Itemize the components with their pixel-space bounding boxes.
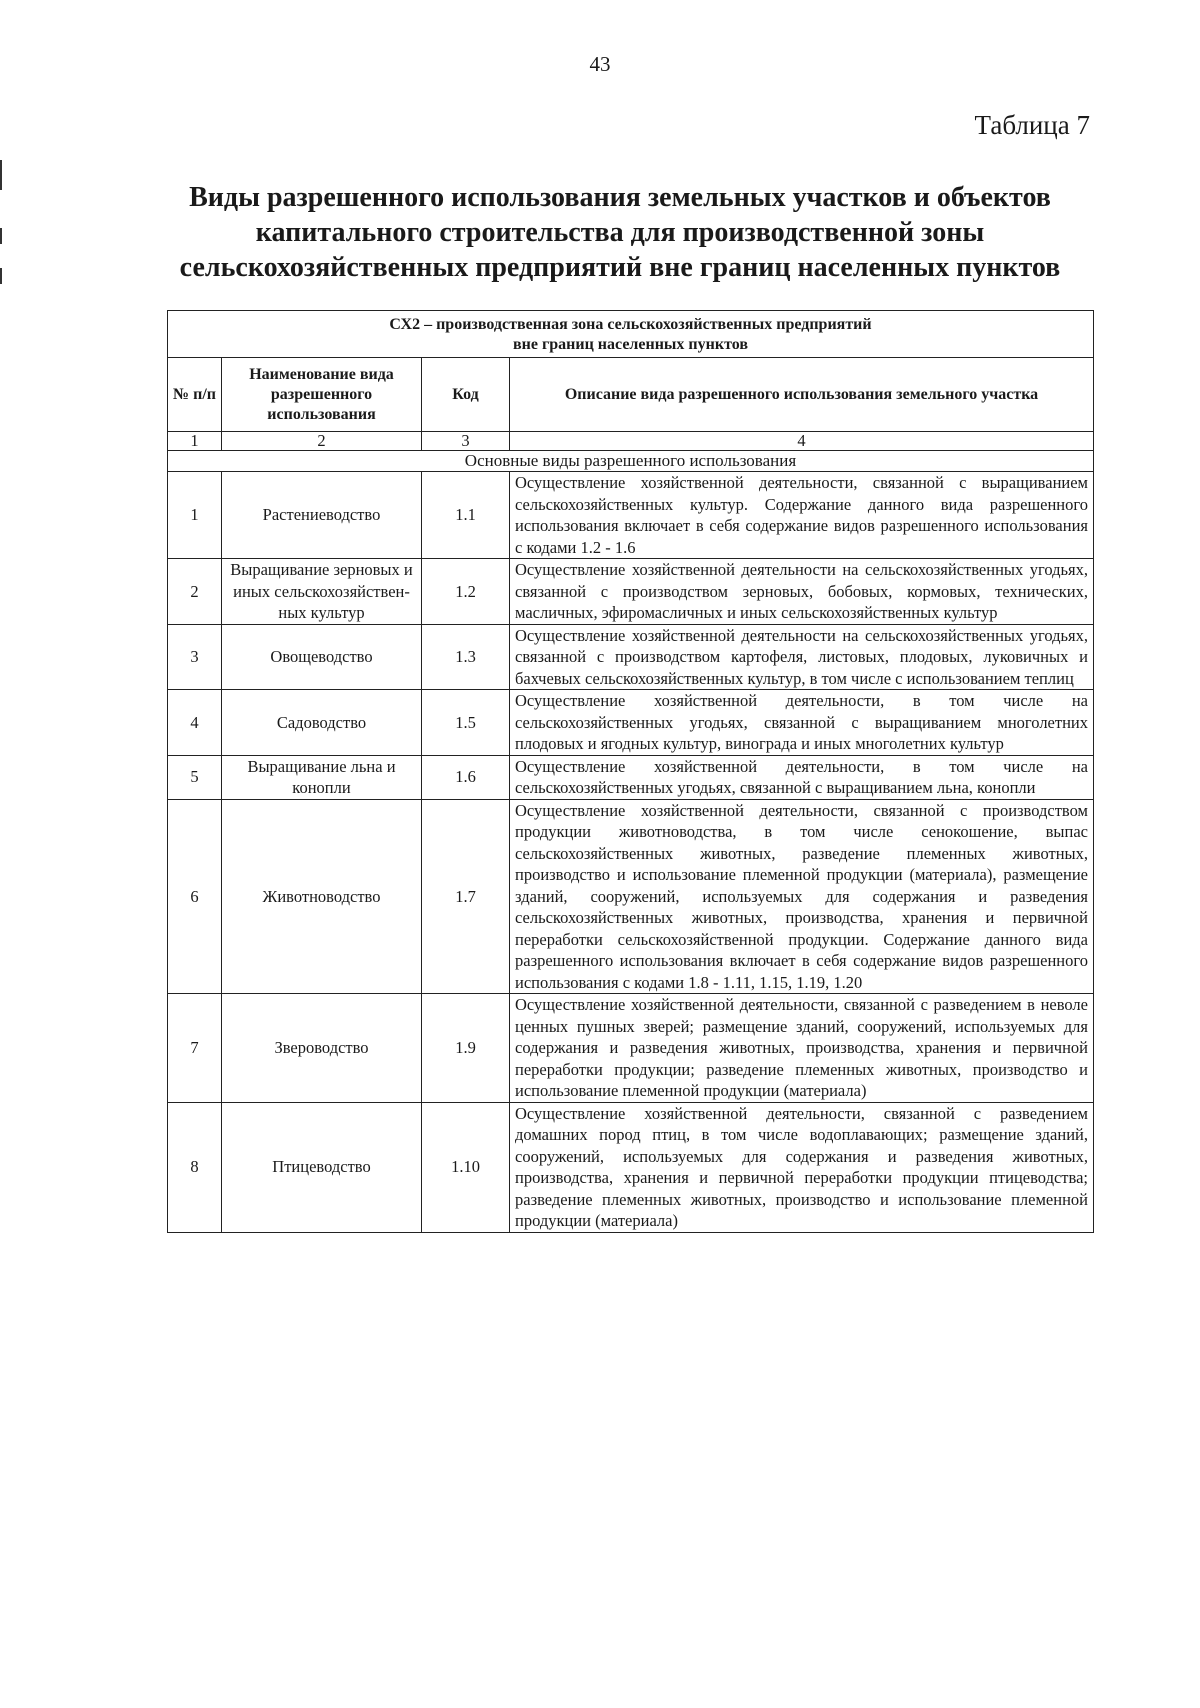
row-description-cell: Осуществление хозяйственной деятельности на сельскохозяйственных угодьях, связанной с производством картофеля, листовых, плодовых, луковичных и бахчевых сельскохозяйственных культур, в том числе с использованием теплиц [510,624,1094,690]
row-name-cell: Звероводство [222,994,422,1103]
title-line: Виды разрешенного использования земельных участков и объектов [189,182,1051,213]
column-number: 1 [168,432,222,451]
zone-header-line: СХ2 – производственная зона сельскохозяйственных предприятий [389,316,872,333]
document-title [160,180,1080,285]
land-use-table [167,310,1094,1233]
table-row [168,755,1094,799]
page-number: 43 [589,52,611,76]
row-number-cell: 5 [168,755,222,799]
table-row [168,994,1094,1103]
title-line: капитального строительства для производственной зоны [255,217,985,248]
row-number-cell: 8 [168,1102,222,1232]
zone-header [168,311,1094,358]
column-number: 4 [510,432,1094,451]
row-number-cell: 1 [168,472,222,559]
row-description-cell: Осуществление хозяйственной деятельности, в том числе на сельскохозяйственных угодьях, связанной с выращиванием льна, конопли [510,755,1094,799]
column-header-name: Наименование вида разрешенного использования [222,358,422,432]
row-name-cell: Растениеводство [222,472,422,559]
row-code-cell: 1.1 [422,472,510,559]
column-number: 3 [422,432,510,451]
row-number-cell: 3 [168,624,222,690]
column-header-code: Код [422,358,510,432]
row-name-cell: Выращивание зерновых и иных сельскохозяйствен-ных культур [222,559,422,625]
row-description-cell: Осуществление хозяйственной деятельности, связанной с разведением домашних пород птиц, в том числе водоплавающих; размещение зданий, сооружений, используемых для содержания и разведения животных, производства, хранения и первичной переработки продукции птицеводства; разведение племенных животных, производство и использование племенной продукции (материала) [510,1102,1094,1232]
row-name-cell: Овощеводство [222,624,422,690]
column-header-description: Описание вида разрешенного использования земельного участка [510,358,1094,432]
column-header-num: № п/п [168,358,222,432]
row-code-cell: 1.5 [422,690,510,756]
row-name-cell: Птицеводство [222,1102,422,1232]
row-description-cell: Осуществление хозяйственной деятельности, связанной с разведением в неволе ценных пушных зверей; размещение зданий, сооружений, используемых для содержания и разведения животных, производства, хранения и первичной переработки продукции; разведение племенных животных, производство и использование племенной продукции (материала) [510,994,1094,1103]
table-row [168,559,1094,625]
column-number: 2 [222,432,422,451]
row-name-cell: Выращивание льна и конопли [222,755,422,799]
row-number-cell: 6 [168,799,222,994]
table-row [168,624,1094,690]
row-description-cell: Осуществление хозяйственной деятельности, в том числе на сельскохозяйственных угодьях, связанной с выращиванием многолетних плодовых и ягодных культур, винограда и иных многолетних культур [510,690,1094,756]
title-line: сельскохозяйственных предприятий вне границ населенных пунктов [179,252,1061,283]
section-title: Основные виды разрешенного использования [168,451,1094,472]
table-row [168,472,1094,559]
row-code-cell: 1.9 [422,994,510,1103]
row-code-cell: 1.6 [422,755,510,799]
row-number-cell: 4 [168,690,222,756]
zone-header-line: вне границ населенных пунктов [513,336,748,353]
row-name-cell: Животноводство [222,799,422,994]
row-description-cell: Осуществление хозяйственной деятельности, связанной с выращиванием сельскохозяйственных культур. Содержание данного вида разрешенного использования включает в себя содержание видов разрешенного использования с кодами 1.2 - 1.6 [510,472,1094,559]
table-row [168,690,1094,756]
row-code-cell: 1.10 [422,1102,510,1232]
row-code-cell: 1.2 [422,559,510,625]
row-name-cell: Садоводство [222,690,422,756]
row-description-cell: Осуществление хозяйственной деятельности на сельскохозяйственных угодьях, связанной с производством зерновых, бобовых, кормовых, технических, масличных, эфиромасличных и иных сельскохозяйственных культур [510,559,1094,625]
table-label: Таблица 7 [974,110,1090,140]
row-code-cell: 1.3 [422,624,510,690]
row-code-cell: 1.7 [422,799,510,994]
row-number-cell: 2 [168,559,222,625]
table-row [168,799,1094,994]
table-row [168,1102,1094,1232]
row-description-cell: Осуществление хозяйственной деятельности, связанной с производством продукции животноводства, в том числе сенокошение, выпас сельскохозяйственных животных, разведение племенных животных, производство и использование племенной продукции (материала), размещение зданий, сооружений, используемых для содержания и разведения сельскохозяйственных животных, производства, хранения и первичной переработки сельскохозяйственной продукции. Содержание данного вида разрешенного использования включает в себя содержание видов разрешенного использования с кодами 1.8 - 1.11, 1.15, 1.19, 1.20 [510,799,1094,994]
row-number-cell: 7 [168,994,222,1103]
